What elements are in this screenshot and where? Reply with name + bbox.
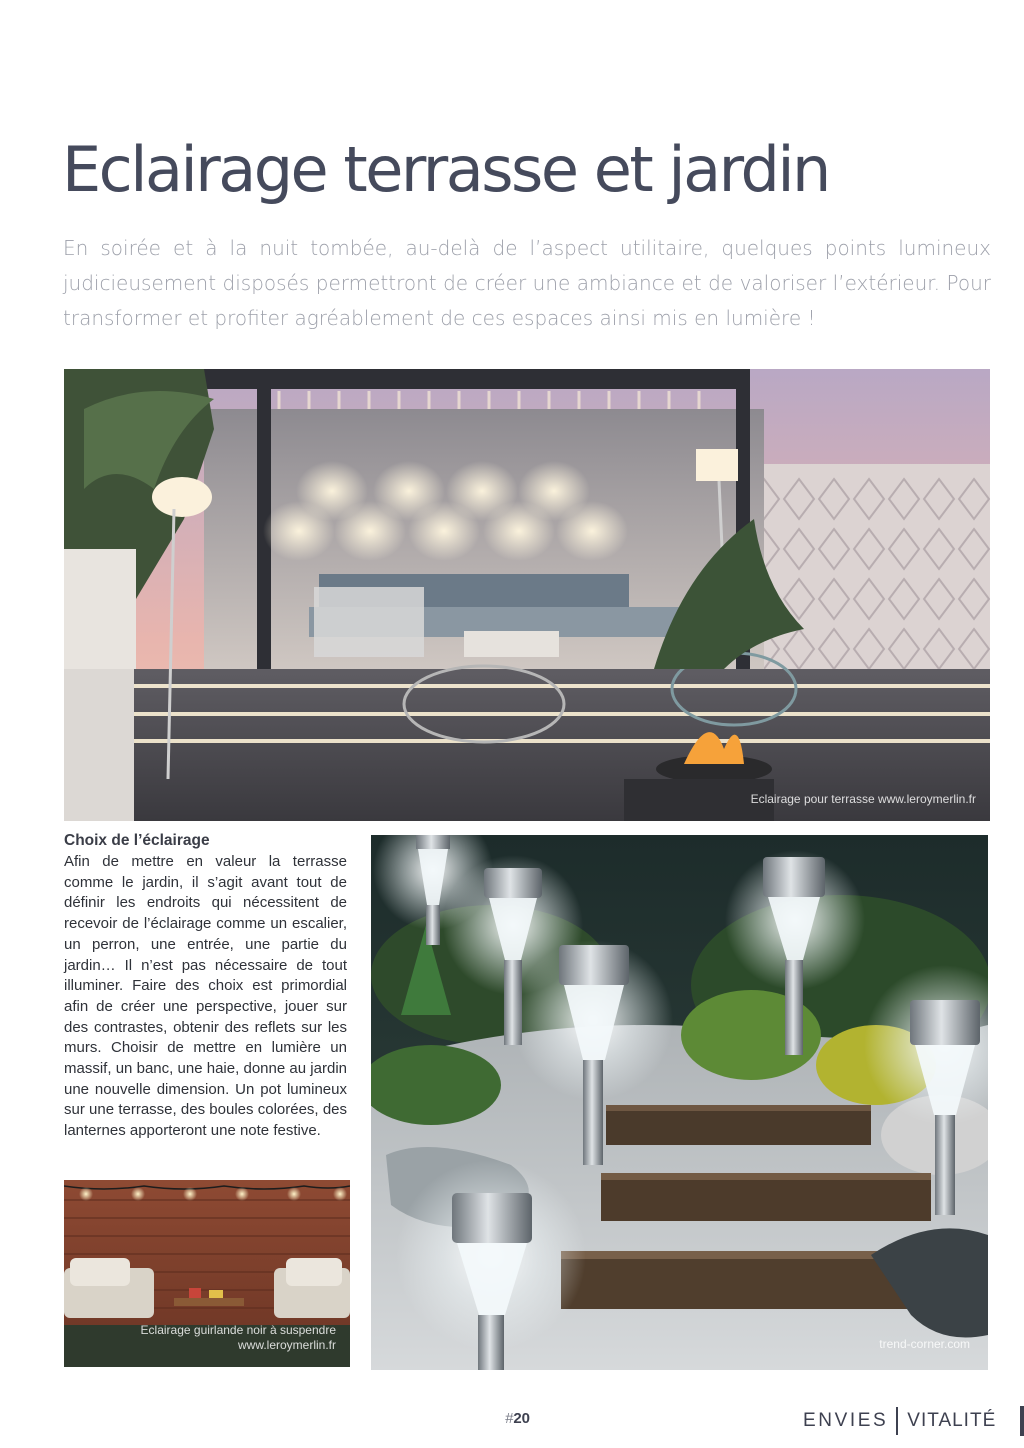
terrace-caption: Eclairage pour terrasse www.leroymerlin.fr (750, 792, 976, 806)
garland-caption-line2: www.leroymerlin.fr (237, 1338, 336, 1352)
section-heading: Choix de l’éclairage (64, 832, 210, 849)
footer-brand (803, 1406, 996, 1436)
page-number-value: 20 (513, 1410, 531, 1427)
brand-envies: ENVIES (803, 1410, 889, 1431)
garland-caption (141, 1323, 336, 1353)
garden-caption: trend-corner.com (879, 1337, 970, 1351)
page-number (505, 1410, 530, 1427)
section-body: Afin de mettre en valeur la terrasse comme le jardin, il s’agit avant tout de définir les endroits qui nécessitent de recevoir de l’éclairage comme un escalier, un perron, une entrée, une partie du jardin… Il n’est pas nécessaire de tout illuminer. Faire des choix est primordial afin de créer une perspective, jouer sur des contrastes, obtenir des reflets sur les murs. Choisir de mettre en lumière un massif, un banc, une haie, donne au jardin une nouvelle dimension. Un pot lumineux sur une terrasse, des boules colorées, des lanternes apporteront une note festive. (64, 853, 347, 1140)
terrace-photo (64, 369, 990, 821)
garland-photo (64, 1180, 350, 1367)
garden-lights-photo (371, 835, 988, 1370)
brand-separator (896, 1407, 898, 1435)
intro-paragraph: En soirée et à la nuit tombée, au-delà de l’aspect utilitaire, quelques points lumineux judicieusement disposés permettront de créer une ambiance et de valoriser l’extérieur. Pour transformer et profiter agréablement de ces espaces ainsi mis en lumière ! (63, 236, 991, 330)
garland-caption-line1: Eclairage guirlande noir à suspendre (140, 1323, 336, 1337)
page-title: Eclairage terrasse et jardin (62, 133, 829, 206)
brand-vitalite: VITALITÉ (907, 1410, 997, 1431)
page-hash: # (505, 1410, 514, 1427)
page-edge-mark (1020, 1406, 1024, 1436)
